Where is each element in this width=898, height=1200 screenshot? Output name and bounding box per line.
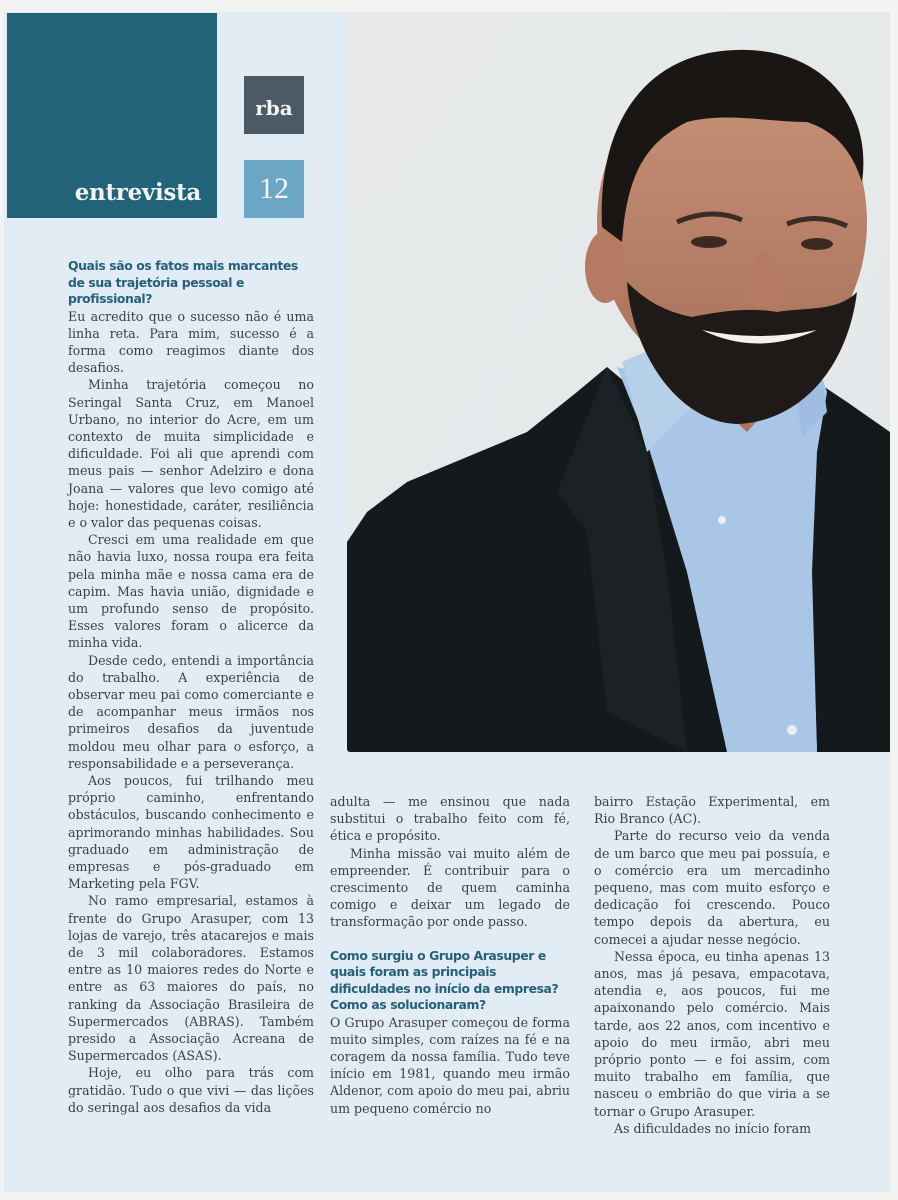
- answer-paragraph: No ramo empresarial, estamos à frente do Grupo Arasuper, com 13 lojas de varejo, três atacarejos e mais de 3 mil colaboradores. Estamos entre as 10 maiores redes do Norte e entre as 63 maiores do país, no ranking da Associação Brasileira de Supermercados (ABRAS). Também presido a Associação Acreana de Supermercados (ASAS).: [68, 893, 314, 1064]
- portrait-illustration: [347, 12, 890, 752]
- interviewee-photo: [347, 12, 890, 752]
- answer-paragraph: bairro Estação Experimental, em Rio Branco (AC).: [594, 794, 830, 827]
- question-heading: Como surgiu o Grupo Arasuper e quais foram as principais dificuldades no início da empresa? Como as solucionaram?: [330, 947, 559, 1013]
- article-column-1: [68, 258, 314, 1116]
- answer-paragraph: Eu acredito que o sucesso não é uma linha reta. Para mim, sucesso é a forma como reagimos diante dos desafios.: [68, 308, 314, 376]
- answer-paragraph: Cresci em uma realidade em que não havia luxo, nossa roupa era feita pela minha mãe e nossa cama era de capim. Mas havia união, dignidade e um profundo senso de propósito. Esses valores foram o alicerce da minha vida.: [68, 532, 314, 651]
- answer-paragraph: Minha trajetória começou no Seringal Santa Cruz, em Manoel Urbano, no interior do Acre, em um contexto de muita simplicidade e dificuldade. Foi ali que aprendi com meus pais — senhor Adelziro e dona Joana — valores que levo comigo até hoje: honestidade, caráter, resiliência e o valor das pequenas coisas.: [68, 377, 314, 530]
- answer-paragraph: As dificuldades no início foram: [614, 1120, 812, 1136]
- answer-paragraph: Desde cedo, entendi a importância do trabalho. A experiência de observar meu pai como comerciante e de acompanhar meus irmãos nos primeiros desafios da juventude moldou meu olhar para o esforço, a responsabilidade e a perseverança.: [68, 652, 314, 771]
- page-number: 12: [244, 160, 304, 218]
- magazine-logo: rba: [244, 76, 304, 134]
- article-column-2: [330, 793, 570, 1117]
- section-header-block: [7, 13, 217, 218]
- answer-paragraph: Aos poucos, fui trilhando meu próprio caminho, enfrentando obstáculos, buscando conhecimento e aprimorando minhas habilidades. Sou graduado em administração de empresas e pós-graduado em Marketing pela FGV.: [68, 772, 314, 892]
- answer-paragraph: Minha missão vai muito além de empreender. É contribuir para o crescimento de quem caminha comigo e deixar um legado de transformação por onde passo.: [330, 845, 570, 930]
- answer-paragraph: adulta — me ensinou que nada substitui o trabalho feito com fé, ética e propósito.: [330, 794, 570, 844]
- answer-paragraph: O Grupo Arasuper começou de forma muito simples, com raízes na fé e na coragem da nossa família. Tudo teve início em 1981, quando meu irmão Aldenor, com apoio do meu pai, abriu um pequeno comércio no: [330, 1014, 570, 1116]
- article-column-3: [594, 793, 830, 1137]
- answer-paragraph: Hoje, eu olho para trás com gratidão. Tudo o que vivi — das lições do seringal aos desafios da vida: [68, 1065, 314, 1115]
- spacer: [330, 931, 570, 948]
- answer-paragraph: Nessa época, eu tinha apenas 13 anos, mas já pesava, empacotava, atendia e, aos poucos, fui me apaixonando pelo comércio. Mais tarde, aos 22 anos, com incentivo e apoio do meu irmão, abri meu próprio ponto — e foi assim, com muito trabalho em família, que nasceu o embrião do que viria a se tornar o Grupo Arasuper.: [594, 948, 830, 1119]
- answer-paragraph: Parte do recurso veio da venda de um barco que meu pai possuía, e o comércio era um mercadinho pequeno, mas com muito esforço e dedicação foi crescendo. Pouco tempo depois da abertura, eu comecei a ajudar nesse negócio.: [594, 828, 830, 947]
- question-heading: Quais são os fatos mais marcantes de sua trajetória pessoal e profissional?: [68, 258, 298, 306]
- section-label: entrevista: [74, 179, 201, 206]
